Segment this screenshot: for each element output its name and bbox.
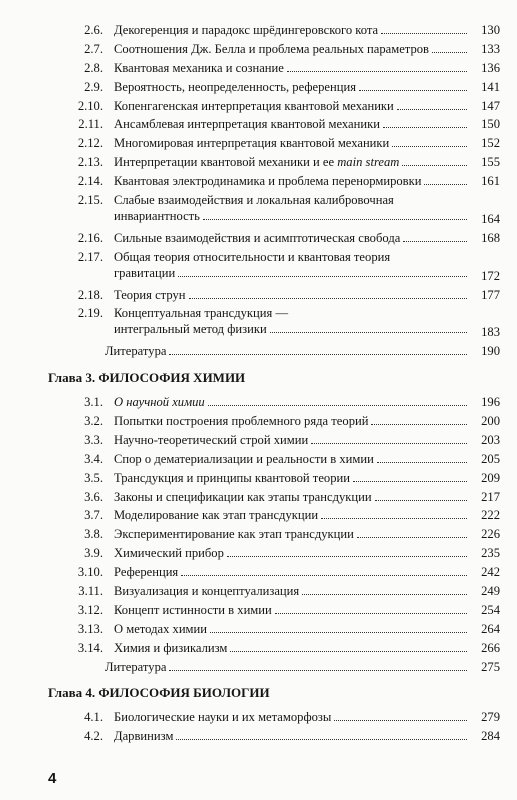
- dot-leader: [375, 500, 467, 501]
- toc-entry[interactable]: [0, 98, 517, 117]
- toc-entry-number: 4.2.: [84, 729, 103, 744]
- toc-entry-page: 172: [481, 268, 500, 283]
- toc-entry-page: 177: [481, 287, 500, 302]
- toc-entry-page: 183: [481, 325, 500, 340]
- toc-entry-page: 249: [481, 583, 500, 598]
- toc-entry-page: 141: [481, 79, 500, 94]
- chapter-heading: [0, 362, 517, 394]
- toc-entry-title: Литература: [105, 659, 470, 675]
- dot-leader: [227, 556, 467, 557]
- page-number: 4: [48, 770, 57, 787]
- toc-bibliography-entry[interactable]: [0, 659, 517, 678]
- toc-entry-title: Экспериментирование как этап трансдукции: [114, 526, 470, 542]
- dot-leader: [287, 71, 467, 72]
- toc-entry-number: 2.8.: [84, 60, 103, 75]
- toc-entry-number: 2.17.: [77, 249, 103, 264]
- chapter-title: Глава 3. ФИЛОСОФИЯ ХИМИИ: [48, 370, 246, 386]
- toc-entry-number: 2.15.: [77, 193, 103, 208]
- dot-leader: [210, 632, 467, 633]
- toc-entry-number: 3.11.: [78, 583, 103, 598]
- toc-entry[interactable]: [0, 230, 517, 249]
- toc-entry[interactable]: [0, 135, 517, 154]
- toc-entry-number: 2.13.: [77, 155, 103, 170]
- toc-entry-page: 205: [481, 451, 500, 466]
- dot-leader: [302, 594, 467, 595]
- toc-entry-title: Научно-теоретический строй химии: [114, 432, 470, 448]
- toc-entry[interactable]: [0, 526, 517, 545]
- dot-leader: [397, 109, 467, 110]
- toc-entry-title: Моделирование как этап трансдукции: [114, 507, 470, 523]
- toc-entry[interactable]: [0, 583, 517, 602]
- toc-entry[interactable]: [0, 79, 517, 98]
- toc-entry-title: Копенгагенская интерпретация квантовой механики: [114, 98, 470, 114]
- dot-leader: [377, 462, 467, 463]
- toc-entry[interactable]: [0, 413, 517, 432]
- toc-entry-page: 150: [481, 117, 500, 132]
- toc-entry-page: 264: [481, 621, 500, 636]
- toc-entry-title: Законы и спецификации как этапы трансдукции: [114, 489, 470, 505]
- toc-entry-title: Дарвинизм: [114, 728, 470, 744]
- toc-entry-number: 2.7.: [84, 41, 103, 56]
- toc-entry-title: Спор о дематериализации и реальности в химии: [114, 451, 470, 467]
- toc-entry-number: 2.19.: [77, 306, 103, 321]
- toc-entry-page: 130: [481, 23, 500, 37]
- toc-entry-title: Химия и физикализм: [114, 640, 470, 656]
- toc-entry-number: 2.16.: [77, 230, 103, 245]
- dot-leader: [208, 405, 467, 406]
- dot-leader: [230, 651, 467, 652]
- toc-entry-title: Соотношения Дж. Белла и проблема реальных параметров: [114, 41, 470, 57]
- toc-entry[interactable]: [0, 60, 517, 79]
- toc-entry-title: Концептуальная трансдукция — интегральный метод физики: [114, 305, 470, 337]
- toc-entry-page: 133: [481, 41, 500, 56]
- dot-leader: [270, 332, 467, 333]
- toc-entry-number: 3.8.: [84, 527, 103, 542]
- toc-entry-number: 3.9.: [84, 546, 103, 561]
- toc-entry-number: 3.1.: [84, 395, 103, 410]
- toc-entry-title: Квантовая электродинамика и проблема перенормировки: [114, 173, 470, 189]
- toc-bibliography-entry[interactable]: [0, 343, 517, 362]
- toc-entry[interactable]: [0, 602, 517, 621]
- dot-leader: [432, 52, 467, 53]
- toc-entry-page: 161: [481, 174, 500, 189]
- toc-entry-title: Попытки построения проблемного ряда теорий: [114, 413, 470, 429]
- toc-entry-page: 266: [481, 640, 500, 655]
- dot-leader: [181, 575, 467, 576]
- toc-entry-number: 4.1.: [84, 710, 103, 725]
- toc-entry-page: 279: [481, 710, 500, 725]
- toc-entry-page: 254: [481, 602, 500, 617]
- toc-entry[interactable]: [0, 709, 517, 728]
- dot-leader: [402, 165, 467, 166]
- toc-entry-title: Ансамблевая интерпретация квантовой механики: [114, 116, 470, 132]
- toc-entry[interactable]: [0, 173, 517, 192]
- toc-entry-number: 2.12.: [77, 136, 103, 151]
- toc-entry[interactable]: [0, 728, 517, 747]
- toc-entry-page: 200: [481, 413, 500, 428]
- toc-entry-title: Теория струн: [114, 287, 470, 303]
- chapter-heading: [0, 677, 517, 709]
- toc-entry-title: О научной химии: [114, 394, 470, 410]
- table-of-contents: [0, 22, 517, 747]
- toc-entry[interactable]: [0, 154, 517, 173]
- toc-entry[interactable]: [0, 192, 517, 230]
- toc-entry-page: 152: [481, 136, 500, 151]
- toc-entry-number: 3.7.: [84, 508, 103, 523]
- toc-entry[interactable]: [0, 470, 517, 489]
- toc-entry-page: 226: [481, 527, 500, 542]
- toc-entry-number: 3.14.: [77, 640, 103, 655]
- dot-leader: [321, 518, 467, 519]
- toc-entry-title: Интерпретации квантовой механики и ее main stream: [114, 154, 470, 170]
- toc-entry[interactable]: [0, 287, 517, 306]
- toc-entry-page: 275: [481, 659, 500, 674]
- dot-leader: [424, 184, 467, 185]
- toc-entry[interactable]: [0, 41, 517, 60]
- toc-entry[interactable]: [0, 507, 517, 526]
- toc-entry-title: Литература: [105, 343, 470, 359]
- toc-entry-page: 217: [481, 489, 500, 504]
- toc-entry-title: Референция: [114, 564, 470, 580]
- toc-entry-number: 2.10.: [77, 98, 103, 113]
- dot-leader: [203, 219, 467, 220]
- toc-entry-page: 203: [481, 432, 500, 447]
- toc-entry[interactable]: [0, 451, 517, 470]
- toc-entry-page: 147: [481, 98, 500, 113]
- dot-leader: [275, 613, 467, 614]
- toc-entry[interactable]: [0, 621, 517, 640]
- toc-entry-number: 2.14.: [77, 174, 103, 189]
- toc-entry-title: Химический прибор: [114, 545, 470, 561]
- toc-entry-number: 2.18.: [77, 287, 103, 302]
- toc-entry-number: 3.3.: [84, 432, 103, 447]
- toc-entry-title: Концепт истинности в химии: [114, 602, 470, 618]
- toc-entry[interactable]: [0, 116, 517, 135]
- toc-entry-title: О методах химии: [114, 621, 470, 637]
- chapter-title: Глава 4. ФИЛОСОФИЯ БИОЛОГИИ: [48, 685, 270, 701]
- dot-leader: [311, 443, 467, 444]
- toc-entry-number: 3.4.: [84, 451, 103, 466]
- dot-leader: [178, 276, 467, 277]
- toc-entry-number: 3.10.: [77, 565, 103, 580]
- toc-entry-number: 3.13.: [77, 621, 103, 636]
- toc-entry-page: 196: [481, 395, 500, 410]
- toc-entry[interactable]: [0, 432, 517, 451]
- dot-leader: [189, 298, 468, 299]
- toc-entry-page: 136: [481, 60, 500, 75]
- toc-entry-number: 3.6.: [84, 489, 103, 504]
- dot-leader: [357, 537, 467, 538]
- toc-entry-title: Визуализация и концептуализация: [114, 583, 470, 599]
- toc-entry-title: Многомировая интерпретация квантовой механики: [114, 135, 470, 151]
- dot-leader: [383, 127, 467, 128]
- toc-entry[interactable]: [0, 545, 517, 564]
- toc-entry-page: 168: [481, 230, 500, 245]
- toc-entry-number: 2.11.: [78, 117, 103, 132]
- dot-leader: [176, 739, 467, 740]
- toc-entry-page: 190: [481, 344, 500, 359]
- toc-entry[interactable]: [0, 640, 517, 659]
- toc-entry-page: 209: [481, 470, 500, 485]
- toc-entry-page: 155: [481, 155, 500, 170]
- toc-entry-number: 2.6.: [84, 23, 103, 37]
- toc-entry-title: Трансдукция и принципы квантовой теории: [114, 470, 470, 486]
- dot-leader: [334, 720, 467, 721]
- toc-entry[interactable]: [0, 249, 517, 287]
- dot-leader: [169, 670, 467, 671]
- toc-entry[interactable]: [0, 394, 517, 413]
- dot-leader: [371, 424, 467, 425]
- toc-entry-number: 3.5.: [84, 470, 103, 485]
- toc-entry-title: Сильные взаимодействия и асимптотическая свобода: [114, 230, 470, 246]
- toc-entry-title: Слабые взаимодействия и локальная калибровочная инвариантность: [114, 192, 470, 224]
- toc-entry[interactable]: [0, 489, 517, 508]
- toc-entry-page: 284: [481, 729, 500, 744]
- toc-entry-title: Квантовая механика и сознание: [114, 60, 470, 76]
- toc-entry-title: Общая теория относительности и квантовая теория гравитации: [114, 249, 470, 281]
- dot-leader: [381, 33, 467, 34]
- toc-entry-page: 242: [481, 565, 500, 580]
- dot-leader: [169, 354, 467, 355]
- toc-entry-title: Декогеренция и парадокс шрёдингеровского кота: [114, 22, 470, 38]
- toc-entry-number: 2.9.: [84, 79, 103, 94]
- dot-leader: [353, 481, 467, 482]
- toc-entry[interactable]: [0, 564, 517, 583]
- toc-entry[interactable]: [0, 305, 517, 343]
- dot-leader: [392, 146, 467, 147]
- toc-entry-page: 222: [481, 508, 500, 523]
- toc-entry-page: 235: [481, 546, 500, 561]
- dot-leader: [403, 241, 467, 242]
- toc-entry-title: Биологические науки и их метаморфозы: [114, 709, 470, 725]
- toc-entry-number: 3.2.: [84, 413, 103, 428]
- dot-leader: [359, 90, 467, 91]
- toc-entry[interactable]: [0, 22, 517, 41]
- toc-entry-page: 164: [481, 211, 500, 226]
- toc-entry-number: 3.12.: [77, 602, 103, 617]
- toc-entry-title: Вероятность, неопределенность, референция: [114, 79, 470, 95]
